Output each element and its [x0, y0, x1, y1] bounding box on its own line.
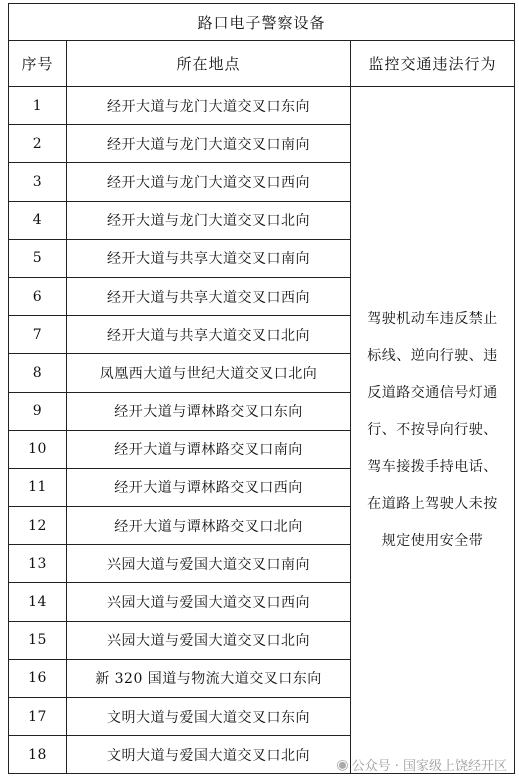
watermark-text: 公众号 · 国家级上饶经开区: [351, 759, 507, 774]
row-index: 1: [9, 87, 67, 125]
device-table: [8, 3, 515, 774]
row-index: 7: [9, 316, 67, 354]
column-header-index: 序号: [9, 41, 67, 87]
row-location: 经开大道与谭林路交叉口西向: [67, 468, 351, 506]
row-location: 凤凰西大道与世纪大道交叉口北向: [67, 354, 351, 392]
row-index: 6: [9, 277, 67, 315]
violation-text-line: 规定使用安全带: [381, 532, 484, 549]
row-index: 5: [9, 239, 67, 277]
column-header-location: 所在地点: [67, 41, 351, 87]
wechat-icon: ◉: [336, 756, 349, 773]
violation-text-line: 在道路上驾驶人未按: [367, 495, 498, 512]
violation-text-line: 行、不按导向行驶、: [367, 421, 498, 438]
row-index: 15: [9, 621, 67, 659]
row-location: 兴园大道与爱国大道交叉口北向: [67, 621, 351, 659]
table-title: 路口电子警察设备: [9, 4, 515, 41]
row-index: 17: [9, 698, 67, 736]
violation-text-line: 标线、逆向行驶、违: [367, 347, 498, 364]
row-location: 经开大道与共享大道交叉口西向: [67, 277, 351, 315]
row-location: 经开大道与龙门大道交叉口东向: [67, 87, 351, 125]
table-row: [9, 87, 515, 125]
row-location: 经开大道与龙门大道交叉口南向: [67, 125, 351, 163]
row-location: 经开大道与龙门大道交叉口北向: [67, 201, 351, 239]
violation-text-line: 驾驶机动车违反禁止: [367, 310, 498, 327]
row-index: 16: [9, 659, 67, 697]
row-index: 3: [9, 163, 67, 201]
row-index: 18: [9, 736, 67, 774]
row-index: 9: [9, 392, 67, 430]
row-index: 13: [9, 545, 67, 583]
column-header-behavior: 监控交通违法行为: [351, 41, 515, 87]
violation-text-line: 反道路交通信号灯通: [367, 384, 498, 401]
row-index: 10: [9, 430, 67, 468]
row-index: 11: [9, 468, 67, 506]
row-index: 2: [9, 125, 67, 163]
header-row: [9, 41, 515, 87]
title-row: [9, 4, 515, 41]
document-page: [8, 3, 514, 774]
monitored-violations-cell: [351, 87, 515, 774]
row-location: 经开大道与谭林路交叉口南向: [67, 430, 351, 468]
row-location: 经开大道与谭林路交叉口东向: [67, 392, 351, 430]
row-location: 文明大道与爱国大道交叉口北向: [67, 736, 351, 774]
row-location: 兴园大道与爱国大道交叉口西向: [67, 583, 351, 621]
row-location: 兴园大道与爱国大道交叉口南向: [67, 545, 351, 583]
row-index: 4: [9, 201, 67, 239]
row-location: 经开大道与谭林路交叉口北向: [67, 507, 351, 545]
row-index: 14: [9, 583, 67, 621]
row-location: 经开大道与共享大道交叉口北向: [67, 316, 351, 354]
row-location: 文明大道与爱国大道交叉口东向: [67, 698, 351, 736]
row-index: 8: [9, 354, 67, 392]
violation-text-line: 驾车接拨手持电话、: [367, 458, 498, 475]
row-location: 新 320 国道与物流大道交叉口东向: [67, 659, 351, 697]
row-index: 12: [9, 507, 67, 545]
row-location: 经开大道与龙门大道交叉口西向: [67, 163, 351, 201]
row-location: 经开大道与共享大道交叉口南向: [67, 239, 351, 277]
watermark: [336, 755, 507, 774]
